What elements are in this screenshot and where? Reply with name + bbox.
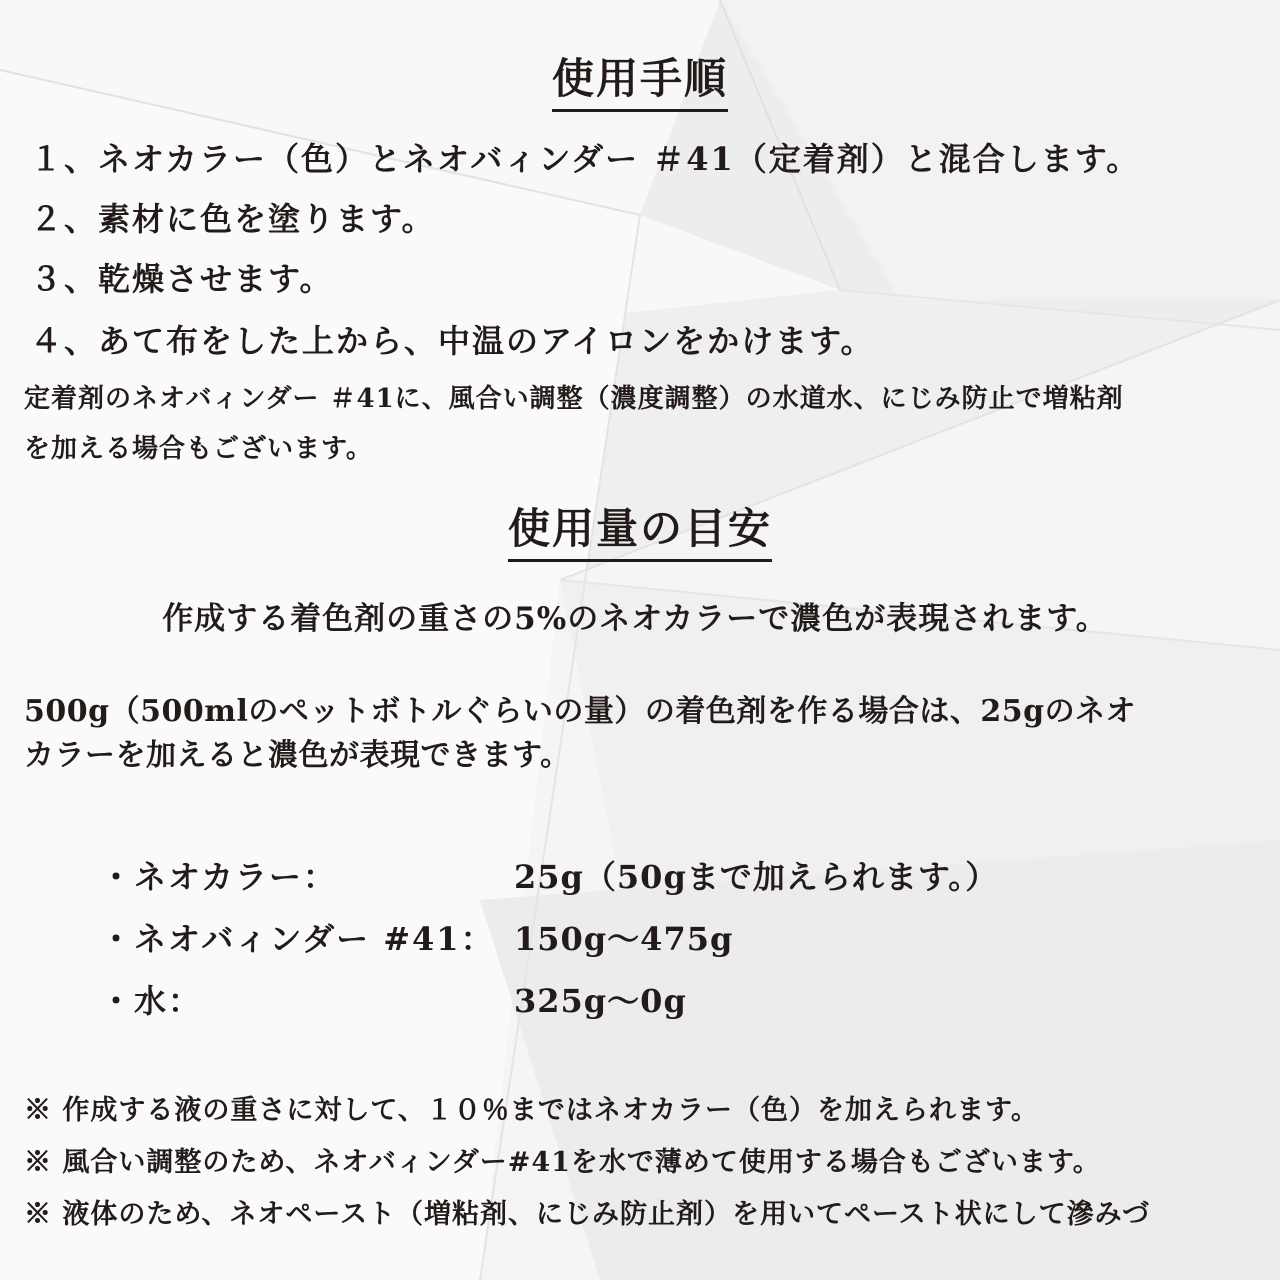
footnote-3: ※ 液体のため、ネオペースト（増粘剤、にじみ防止剤）を用いてペースト状にして滲みづ: [24, 1199, 1151, 1230]
item-value-neocolor: 25g（50gまで加えられます。）: [514, 858, 999, 896]
item-label-water: ・水：: [100, 982, 203, 1020]
step-2: ２、素材に色を塗ります。: [30, 200, 436, 238]
item-value-neobinder: 150g〜475g: [514, 920, 734, 958]
footnote-1: ※ 作成する液の重さに対して、１０％まではネオカラー（色）を加えられます。: [24, 1095, 1039, 1126]
procedure-note-line-2: を加える場合もございます。: [24, 434, 373, 464]
step-1: １、ネオカラー（色）とネオバィンダー ＃41（定着剤）と混合します。: [30, 140, 1141, 178]
usage-title: 使用量の目安: [0, 508, 1280, 550]
item-label-neobinder: ・ネオバィンダー #41：: [100, 920, 495, 958]
item-label-neocolor: ・ネオカラー：: [100, 858, 338, 896]
step-4: ４、あて布をした上から、中温のアイロンをかけます。: [30, 322, 875, 360]
step-3: ３、乾燥させます。: [30, 260, 334, 298]
procedure-title: 使用手順: [0, 58, 1280, 100]
usage-lead: 作成する着色剤の重さの5%のネオカラーで濃色が表現されます。: [162, 601, 1108, 637]
usage-paragraph-line-1: 500g（500mlのペットボトルぐらいの量）の着色剤を作る場合は、25gのネオ: [24, 694, 1137, 729]
procedure-note-line-1: 定着剤のネオバィンダー ＃41に、風合い調整（濃度調整）の水道水、にじみ防止で増粘剤: [24, 384, 1124, 414]
usage-paragraph-line-2: カラーを加えると濃色が表現できます。: [24, 738, 571, 773]
footnote-2: ※ 風合い調整のため、ネオバィンダー#41を水で薄めて使用する場合もございます。: [24, 1147, 1101, 1178]
item-value-water: 325g〜0g: [514, 982, 687, 1020]
